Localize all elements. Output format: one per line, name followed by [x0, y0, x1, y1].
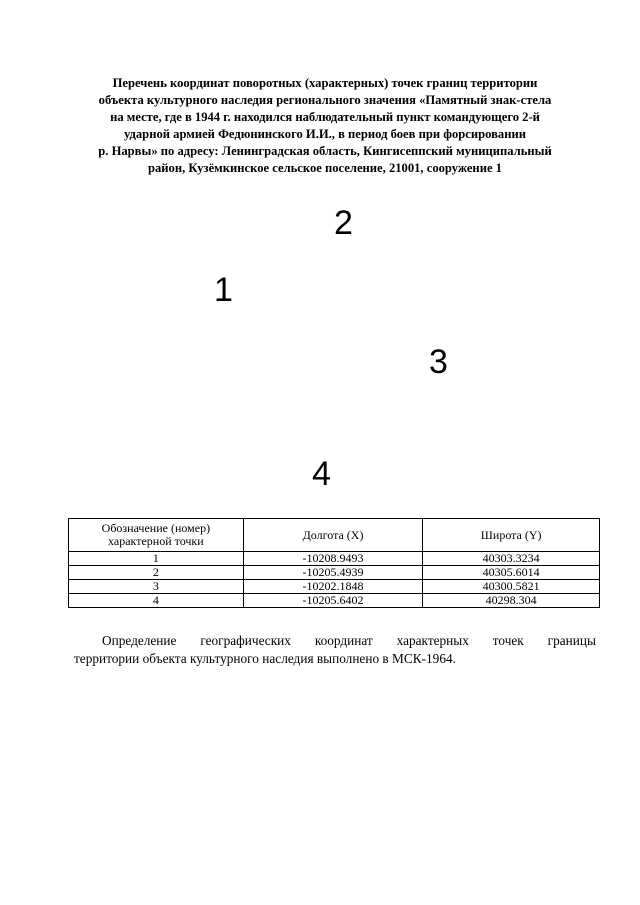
cell-y: 40303.3234 [423, 552, 600, 566]
header-point-number: Обозначение (номер) характерной точки [69, 519, 244, 552]
note-line-1 [74, 632, 596, 650]
table-row [69, 552, 600, 566]
cell-x: -10205.4939 [243, 566, 423, 580]
cell-y: 40300.5821 [423, 580, 600, 594]
table-row [69, 594, 600, 608]
table-row [69, 580, 600, 594]
coordinate-system-note [74, 632, 596, 668]
note-word: точек [492, 633, 524, 648]
table-row [69, 566, 600, 580]
title-line: Перечень координат поворотных (характерных) точек границ территории [112, 76, 538, 90]
point-label-3: 3 [429, 343, 448, 381]
cell-point: 1 [69, 552, 244, 566]
header-latitude: Широта (Y) [423, 519, 600, 552]
cell-x: -10205.6402 [243, 594, 423, 608]
cell-y: 40305.6014 [423, 566, 600, 580]
title-line: на месте, где в 1944 г. находился наблюдательный пункт командующего 2-й [110, 110, 540, 124]
header-longitude: Долгота (X) [243, 519, 423, 552]
title-line: объекта культурного наследия регионального значения «Памятный знак-стела [98, 93, 552, 107]
table-header-row [69, 519, 600, 552]
coordinates-table [68, 518, 600, 608]
note-word: координат [314, 633, 373, 648]
cell-x: -10202.1848 [243, 580, 423, 594]
point-label-2: 2 [334, 204, 353, 242]
point-label-4: 4 [312, 455, 331, 493]
note-word: характерных [396, 633, 469, 648]
title-line: р. Нарвы» по адресу: Ленинградская область, Кингисеппский муниципальный [98, 144, 552, 158]
point-label-1: 1 [214, 271, 233, 309]
cell-point: 2 [69, 566, 244, 580]
cell-point: 3 [69, 580, 244, 594]
document-title [60, 75, 590, 177]
cell-point: 4 [69, 594, 244, 608]
note-word: географических [200, 633, 291, 648]
cell-y: 40298.304 [423, 594, 600, 608]
note-line-2: территории объекта культурного наследия выполнено в МСК-1964. [74, 651, 456, 666]
title-line: ударной армией Федюнинского И.И., в период боев при форсировании [124, 127, 526, 141]
title-line: район, Кузёмкинское сельское поселение, 21001, сооружение 1 [148, 161, 502, 175]
note-word: границы [547, 633, 596, 648]
cell-x: -10208.9493 [243, 552, 423, 566]
note-word: Определение [102, 633, 177, 648]
